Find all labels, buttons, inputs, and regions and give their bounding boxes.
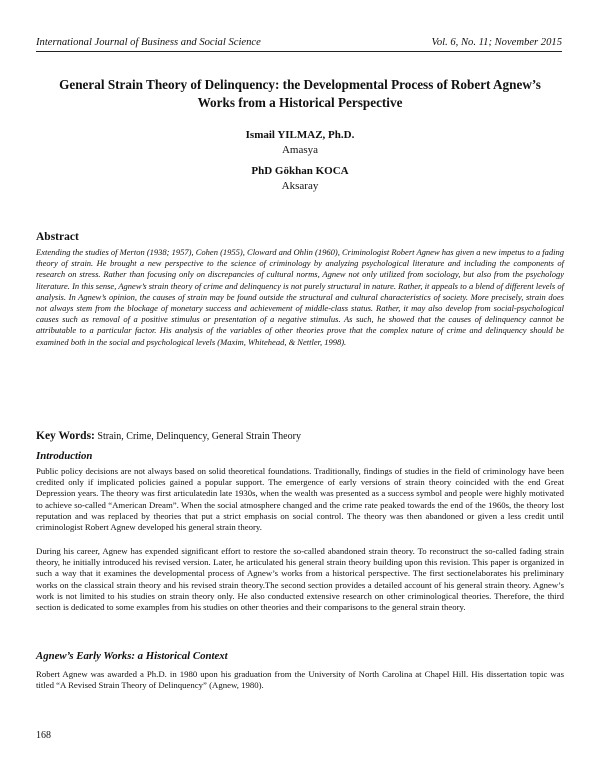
- issue-info: Vol. 6, No. 11; November 2015: [431, 37, 562, 48]
- abstract-heading: Abstract: [36, 231, 79, 243]
- header-rule: [36, 51, 562, 52]
- keywords-text: Strain, Crime, Delinquency, General Strain Theory: [97, 431, 301, 442]
- author-block: [0, 128, 600, 158]
- author-block: [0, 164, 600, 194]
- abstract-text: Extending the studies of Merton (1938; 1957), Cohen (1955), Cloward and Ohlin (1960), Criminologist Robert Agnew has given a new impetus to a fading theory of strain. He brought a new perspective to the science of criminology by analyzing psychological literature and including the components of research on stress. Rather than focusing only on discrepancies of cultural norms, Agnew not only utilized from sociology, but also from the psychology literature. In this sense, Agnew’s strain theory of crime and delinquency is not purely structural in nature. Rather, it appeals to a blend of different levels of analysis. In Agnew’s opinion, the causes of strain may be found outside the structural and cultural characteristics of society. More precisely, strain does not always stem from the blockage of monetary success and achievement of middle-class status. Rather, it may also develop from social-psychological causes such as removal of a positive stimulus or presentation of a negative stimulus. As such, he showed that the causes of delinquency cannot be attributable to a particular factor. His analysis of the variables of other theories prove that the complex nature of crime and delinquency should be examined both in the social and psychological levels (Maxim, Whitehead, & Nettler, 1998).: [36, 247, 564, 347]
- body-paragraph: Robert Agnew was awarded a Ph.D. in 1980 upon his graduation from the University of North Carolina at Chapel Hill. His dissertation topic was titled “A Revised Strain Theory of Delinquency” (Agnew, 1980).: [36, 669, 564, 691]
- section-heading: Agnew’s Early Works: a Historical Context: [36, 650, 228, 662]
- author-affiliation: Amasya: [281, 144, 319, 156]
- keywords: [36, 430, 301, 442]
- page-number: 168: [36, 730, 51, 741]
- author-affiliation: Aksaray: [281, 180, 319, 192]
- journal-name: International Journal of Business and Social Science: [36, 37, 261, 48]
- author-name: PhD Gökhan KOCA: [251, 165, 349, 177]
- keywords-label: Key Words:: [36, 430, 95, 442]
- paper-title: General Strain Theory of Delinquency: the Developmental Process of Robert Agnew’s Works from a Historical Perspective: [59, 77, 541, 110]
- body-paragraph: Public policy decisions are not always based on solid theoretical foundations. Traditionally, findings of studies in the field of criminology have been credited only if implicated policies gained a popular support. The emergence of early versions of strain theory coincided with the end Great Depression years. The theory was first articulatedin late 1930s, when the wealth was presented as a success symbol and people were highly motivated to achieve so-called “American Dream”. When the social atmosphere changed and the crime rate peaked towards the end of the 1960s, the theory lost reputation and was replaced by theories that put a strict emphasis on social control. The theory was then abandoned or given a less credit until criminologist Robert Agnew developed his general strain theory.: [36, 466, 564, 533]
- running-header: [36, 37, 562, 48]
- body-paragraph: During his career, Agnew has expended significant effort to restore the so-called abandoned strain theory. To reconstruct the so-called fading strain theory, he initially introduced his revised version. Later, he articulated his general strain theory building upon this revision. This paper is organized in such a way that it examines the developmental process of Agnew’s works from a historical perspective. The first sectionelaborates his preliminary works on the classical strain theory and his revised strain theory.The second section provides a detailed account of his general strain theory. Agnew’s work is not limited to his studies on strain theory only. He also conducted extensive research on other criminological theories. Therefore, the third section is dedicated to some examples from his studies on other theories and their comparisons to the general strain theory.: [36, 546, 564, 613]
- author-name: Ismail YILMAZ, Ph.D.: [245, 129, 355, 141]
- section-heading: Introduction: [36, 450, 93, 462]
